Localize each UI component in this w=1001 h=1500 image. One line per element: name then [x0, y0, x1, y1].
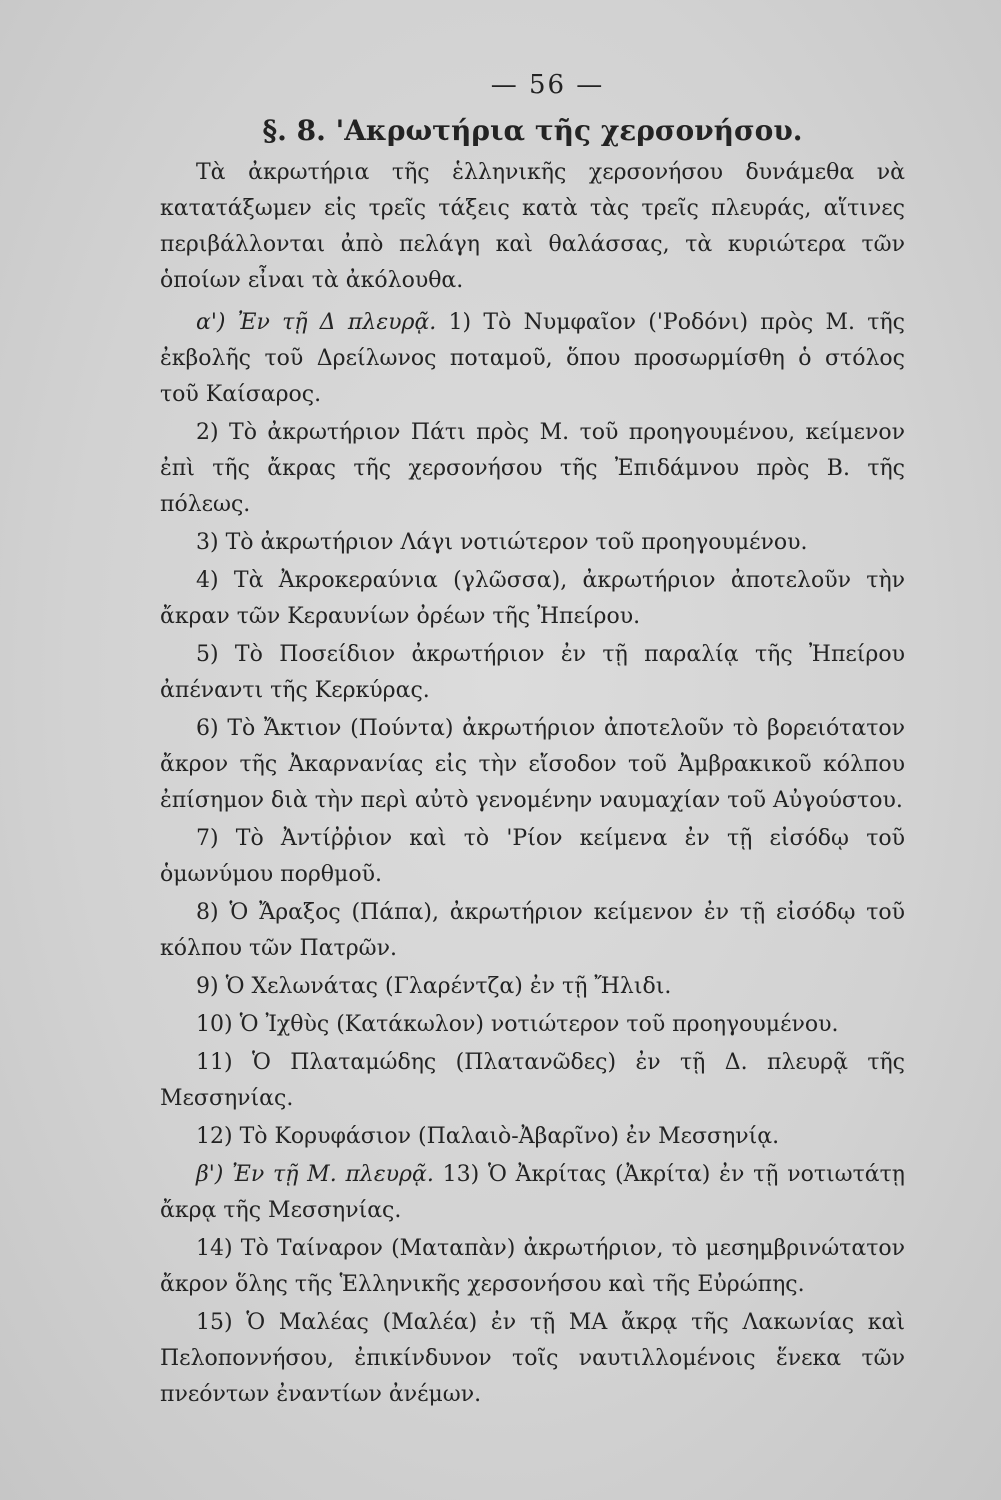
list-item: [160, 1045, 905, 1117]
entry-lead: β') Ἐν τῇ Μ. πλευρᾷ.: [196, 1162, 434, 1187]
entry-text: 9) Ὁ Χελωνάτας (Γλαρέντζα) ἐν τῇ Ἤλιδι.: [196, 974, 672, 999]
list-item: [160, 969, 905, 1005]
list-item: [160, 525, 905, 561]
list-item: [160, 1231, 905, 1303]
list-item: [160, 415, 905, 523]
entry-text: 1) Τὸ Νυμφαῖον ('Ροδόνι) πρὸς Μ. τῆς ἐκβολῆς τοῦ Δρείλωνος ποταμοῦ, ὅπου προσωρμίσθη ὁ στόλος τοῦ Καίσαρος.: [160, 310, 905, 407]
list-item: [160, 1157, 905, 1229]
list-item: [160, 305, 905, 413]
list-item: [160, 563, 905, 635]
entry-text: 10) Ὁ Ἰχθὺς (Κατάκωλον) νοτιώτερον τοῦ προηγουμένου.: [196, 1012, 839, 1037]
cape-list: [160, 305, 905, 1413]
entry-text: 13) Ὁ Ἀκρίτας (Ἀκρίτα) ἐν τῇ νοτιωτάτῃ ἄκρᾳ τῆς Μεσσηνίας.: [160, 1162, 905, 1223]
list-item: [160, 1119, 905, 1155]
list-item: [160, 1007, 905, 1043]
entry-text: 14) Τὸ Ταίναρον (Ματαπὰν) ἀκρωτήριον, τὸ μεσημβρινώτατον ἄκρον ὅλης τῆς Ἑλληνικῆς χερσονήσου καὶ τῆς Εὐρώπης.: [160, 1236, 905, 1297]
entry-text: 11) Ὁ Πλαταμώδης (Πλατανῶδες) ἐν τῇ Δ. πλευρᾷ τῆς Μεσσηνίας.: [160, 1050, 905, 1111]
section-heading: §. 8. 'Ακρωτήρια τῆς χερσονήσου.: [262, 114, 803, 147]
entry-text: 5) Τὸ Ποσείδιον ἀκρωτήριον ἐν τῇ παραλίᾳ τῆς Ἠπείρου ἀπέναντι τῆς Κερκύρας.: [160, 642, 905, 703]
entry-lead: α') Ἐν τῇ Δ πλευρᾷ.: [196, 310, 437, 335]
list-item: [160, 711, 905, 819]
list-item: [160, 1305, 905, 1413]
list-item: [160, 895, 905, 967]
entry-text: 15) Ὁ Μαλέας (Μαλέα) ἐν τῇ ΜΑ ἄκρᾳ τῆς Λακωνίας καὶ Πελοποννήσου, ἐπικίνδυνον τοῖς ναυτιλλομένοις ἕνεκα τῶν πνεόντων ἐναντίων ἀνέμων.: [160, 1310, 905, 1407]
intro-paragraph: Τὰ ἀκρωτήρια τῆς ἑλληνικῆς χερσονήσου δυνάμεθα νὰ κατατάξωμεν εἰς τρεῖς τάξεις κατὰ τὰς τρεῖς πλευράς, αἵτινες περιβάλλονται ἀπὸ πελάγη καὶ θαλάσσας, τὰ κυριώτερα τῶν ὁποίων εἶναι τὰ ἀκόλουθα.: [160, 160, 905, 293]
list-item: [160, 637, 905, 709]
list-item: [160, 821, 905, 893]
entry-text: 3) Τὸ ἀκρωτήριον Λάγι νοτιώτερον τοῦ προηγουμένου.: [196, 530, 808, 555]
book-page: [160, 70, 905, 1407]
entry-text: 2) Τὸ ἀκρωτήριον Πάτι πρὸς Μ. τοῦ προηγουμένου, κείμενον ἐπὶ τῆς ἄκρας τῆς χερσονήσου τῆς Ἐπιδάμνου πρὸς Β. τῆς πόλεως.: [160, 420, 905, 517]
page-number: — 56 —: [490, 70, 605, 100]
entry-text: 7) Τὸ Ἀντίῤῥιον καὶ τὸ 'Ρίον κείμενα ἐν τῇ εἰσόδῳ τοῦ ὁμωνύμου πορθμοῦ.: [160, 826, 905, 887]
entry-text: 6) Τὸ Ἄκτιον (Πούντα) ἀκρωτήριον ἀποτελοῦν τὸ βορειότατον ἄκρον τῆς Ἀκαρνανίας εἰς τὴν εἴσοδον τοῦ Ἀμβρακικοῦ κόλπου ἐπίσημον διὰ τὴν περὶ αὐτὸ γενομένην ναυμαχίαν τοῦ Αὐγούστου.: [160, 716, 905, 813]
entry-text: 4) Τὰ Ἀκροκεραύνια (γλῶσσα), ἀκρωτήριον ἀποτελοῦν τὴν ἄκραν τῶν Κεραυνίων ὀρέων τῆς Ἠπείρου.: [160, 568, 905, 629]
entry-text: 12) Τὸ Κορυφάσιον (Παλαιὸ-Ἀβαρῖνο) ἐν Μεσσηνίᾳ.: [196, 1124, 780, 1149]
entry-text: 8) Ὁ Ἄραξος (Πάπα), ἀκρωτήριον κείμενον ἐν τῇ εἰσόδῳ τοῦ κόλπου τῶν Πατρῶν.: [160, 900, 905, 961]
